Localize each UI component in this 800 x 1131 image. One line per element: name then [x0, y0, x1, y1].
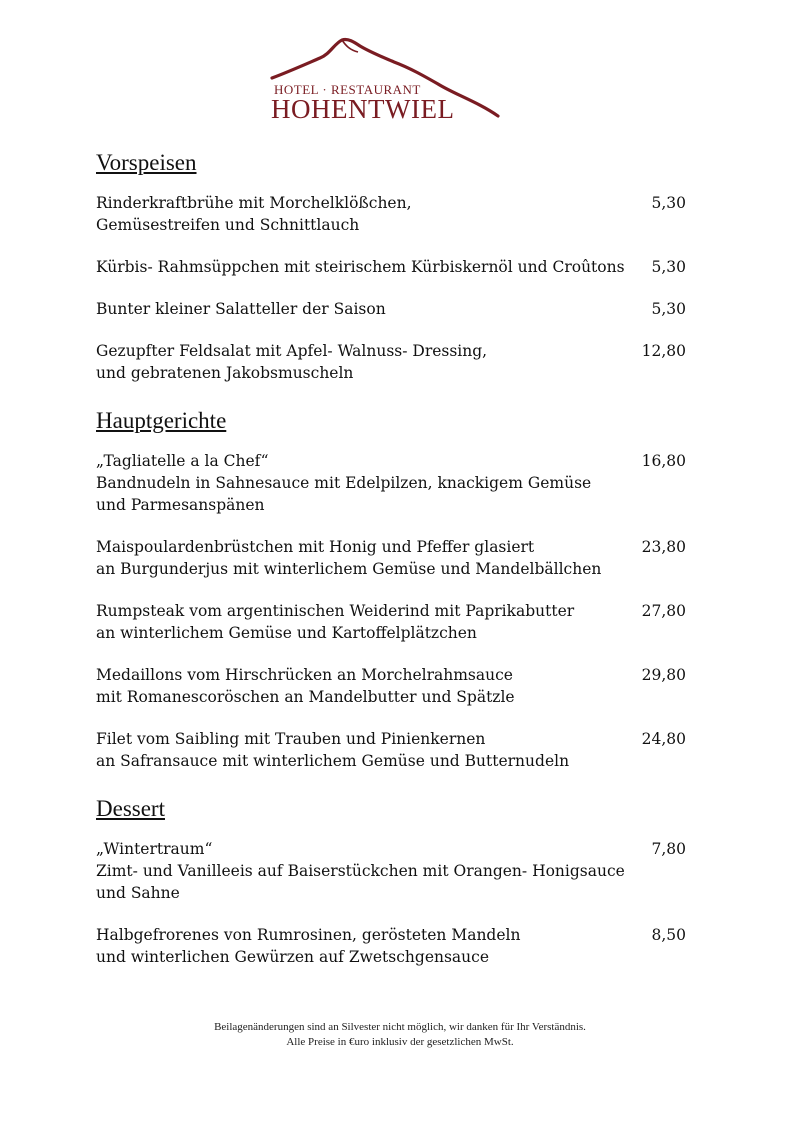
- section-title: Dessert: [96, 796, 165, 821]
- logo-title: HOHENTWIEL: [271, 94, 455, 124]
- menu-item: [96, 664, 686, 708]
- section-title: Vorspeisen: [96, 150, 197, 175]
- menu-item-text: und Sahne: [96, 884, 180, 902]
- menu-item-text: Medaillons vom Hirschrücken an Morchelrahmsauce: [96, 666, 513, 684]
- menu-item: [96, 728, 686, 772]
- logo-subtitle: HOTEL · RESTAURANT: [274, 82, 421, 97]
- menu-item-price: 5,30: [651, 194, 686, 212]
- menu-item-text: „Wintertraum“: [96, 840, 213, 858]
- footer-line-2: Alle Preise in €uro inklusiv der gesetzlichen MwSt.: [286, 1036, 514, 1048]
- menu-item-price: 7,80: [651, 840, 686, 858]
- footer-line-1: Beilagenänderungen sind an Silvester nicht möglich, wir danken für Ihr Verständnis.: [214, 1021, 586, 1033]
- menu-item-price: 16,80: [641, 452, 686, 470]
- menu-item-price: 5,30: [651, 258, 686, 276]
- menu-list: [96, 148, 686, 988]
- menu-item-text: Bandnudeln in Sahnesauce mit Edelpilzen, knackigem Gemüse: [96, 474, 592, 492]
- menu-item-text: Rinderkraftbrühe mit Morchelklößchen,: [96, 194, 412, 212]
- menu-item-text: und Parmesanspänen: [96, 496, 265, 514]
- menu-item: [96, 192, 686, 236]
- menu-item-price: 5,30: [651, 300, 686, 318]
- menu-item: [96, 450, 686, 516]
- menu-item-price: 24,80: [641, 730, 686, 748]
- menu-item: [96, 340, 686, 384]
- menu-item: [96, 838, 686, 904]
- menu-section: [96, 406, 686, 772]
- menu-item-text: Rumpsteak vom argentinischen Weiderind mit Paprikabutter: [96, 602, 575, 620]
- menu-item-text: an winterlichem Gemüse und Kartoffelplätzchen: [96, 624, 477, 642]
- menu-item-text: Kürbis- Rahmsüppchen mit steirischem Kürbiskernöl und Croûtons: [96, 258, 625, 276]
- menu-item: [96, 924, 686, 968]
- menu-item-text: Gezupfter Feldsalat mit Apfel- Walnuss- Dressing,: [96, 342, 488, 360]
- menu-item-price: 8,50: [651, 926, 686, 944]
- menu-item: [96, 536, 686, 580]
- menu-item-price: 23,80: [641, 538, 686, 556]
- menu-item-text: Bunter kleiner Salatteller der Saison: [96, 300, 386, 318]
- menu-item-text: „Tagliatelle a la Chef“: [96, 452, 269, 470]
- menu-item-price: 12,80: [641, 342, 686, 360]
- menu-item-text: an Burgunderjus mit winterlichem Gemüse und Mandelbällchen: [96, 560, 602, 578]
- menu-item: [96, 600, 686, 644]
- menu-section: [96, 794, 686, 968]
- menu-item: [96, 256, 686, 278]
- menu-item: [96, 298, 686, 320]
- menu-item-text: Filet vom Saibling mit Trauben und Pinienkernen: [96, 730, 486, 748]
- menu-item-text: mit Romanescoröschen an Mandelbutter und Spätzle: [96, 688, 515, 706]
- menu-section: [96, 148, 686, 384]
- menu-item-text: und gebratenen Jakobsmuscheln: [96, 364, 354, 382]
- section-title: Hauptgerichte: [96, 408, 227, 433]
- menu-item-text: Zimt- und Vanilleeis auf Baiserstückchen mit Orangen- Honigsauce: [96, 862, 625, 880]
- menu-item-text: Gemüsestreifen und Schnittlauch: [96, 216, 360, 234]
- menu-item-text: Maispoulardenbrüstchen mit Honig und Pfeffer glasiert: [96, 538, 535, 556]
- menu-item-price: 29,80: [641, 666, 686, 684]
- menu-item-text: Halbgefrorenes von Rumrosinen, gerösteten Mandeln: [96, 926, 521, 944]
- hotel-logo: [268, 34, 504, 126]
- menu-item-text: an Safransauce mit winterlichem Gemüse und Butternudeln: [96, 752, 570, 770]
- menu-item-text: und winterlichen Gewürzen auf Zwetschgensauce: [96, 948, 490, 966]
- footer-note: [0, 1020, 800, 1050]
- menu-item-price: 27,80: [641, 602, 686, 620]
